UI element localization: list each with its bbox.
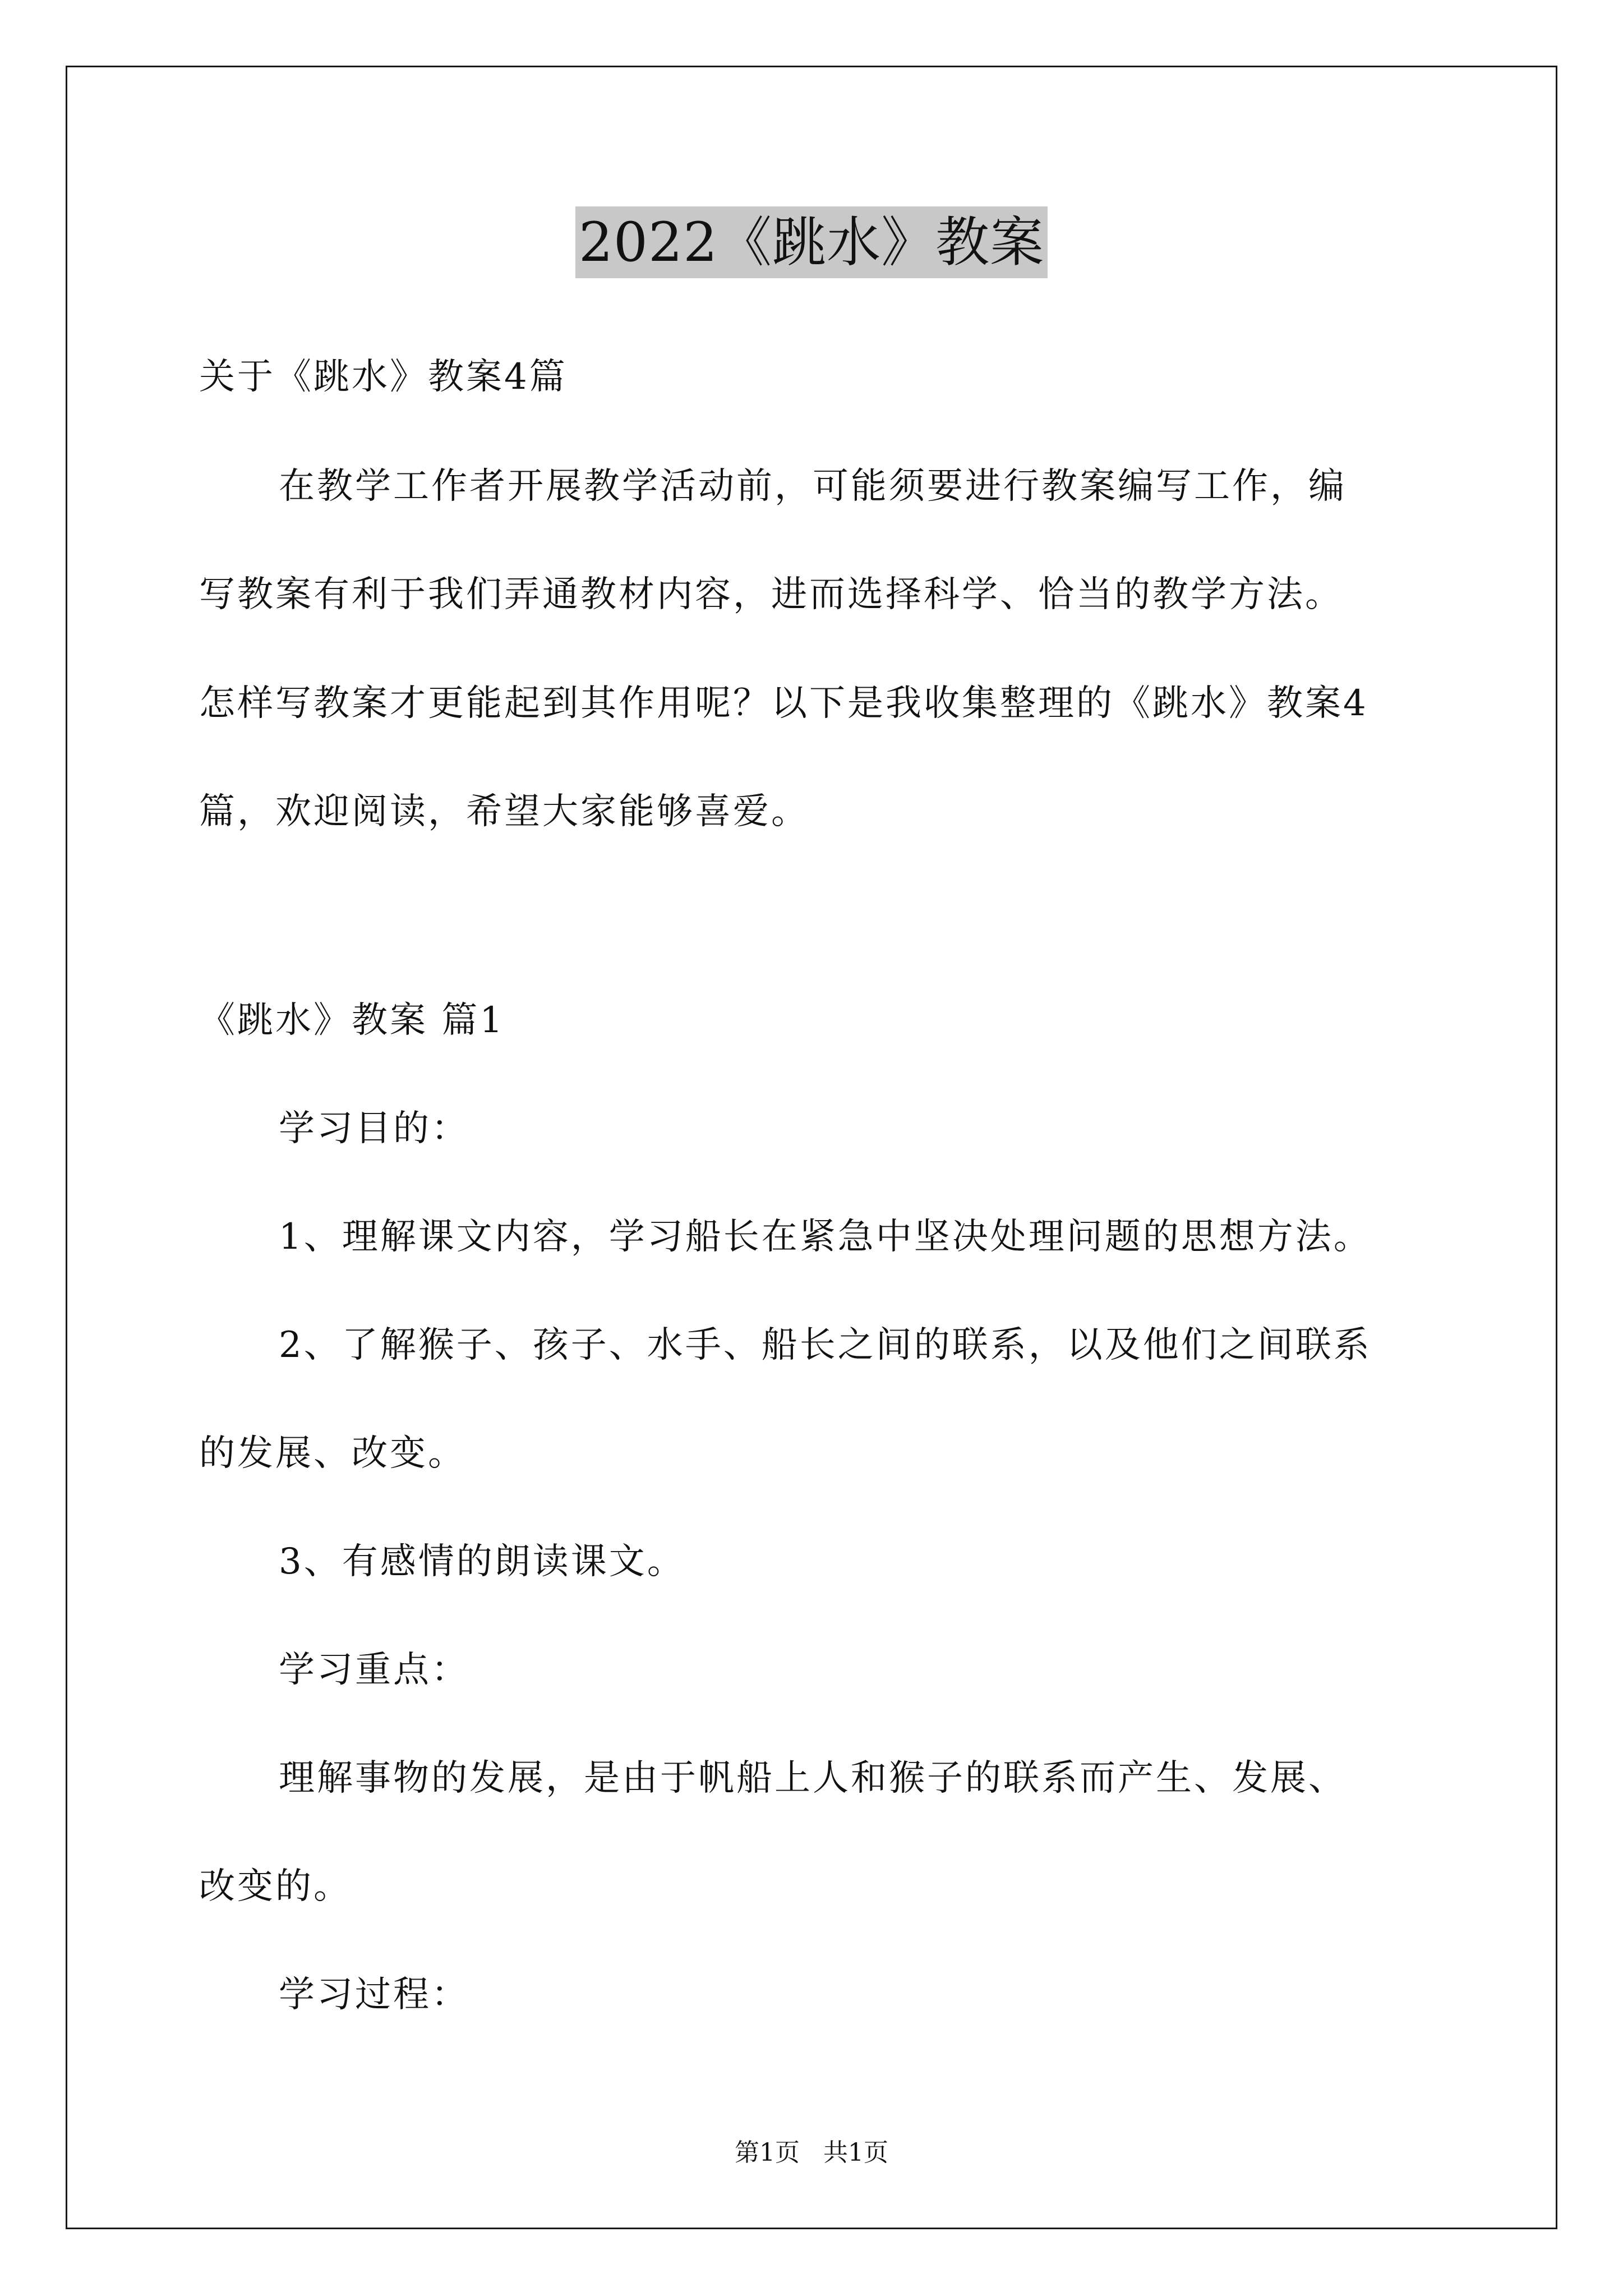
body-line: 学习过程：: [279, 1974, 469, 2016]
body-line: 的发展、改变。: [199, 1433, 466, 1474]
body-line: 3、有感情的朗读课文。: [279, 1541, 685, 1582]
title-container: [0, 206, 1623, 278]
body-line: 学习重点：: [279, 1649, 469, 1691]
subtitle: 关于《跳水》教案4篇: [199, 356, 568, 398]
section-heading: 《跳水》教案 篇1: [199, 1000, 505, 1041]
document-title: 2022《跳水》教案: [575, 206, 1048, 278]
body-line: 1、理解课文内容，学习船长在紧急中坚决处理问题的思想方法。: [279, 1216, 1372, 1258]
intro-line: 写教案有利于我们弄通教材内容，进而选择科学、恰当的教学方法。: [199, 574, 1343, 615]
body-line: 2、了解猴子、孩子、水手、船长之间的联系，以及他们之间联系: [279, 1324, 1372, 1366]
body-line: 学习目的：: [279, 1108, 469, 1149]
body-line: 理解事物的发展，是由于帆船上人和猴子的联系而产生、发展、: [279, 1757, 1347, 1799]
intro-line: 怎样写教案才更能起到其作用呢？以下是我收集整理的《跳水》教案4: [199, 683, 1368, 724]
intro-line: 篇，欢迎阅读，希望大家能够喜爱。: [199, 791, 809, 832]
page-footer: 第1页 共1页: [735, 2138, 888, 2167]
intro-line: 在教学工作者开展教学活动前，可能须要进行教案编写工作，编: [279, 466, 1347, 507]
body-line: 改变的。: [199, 1866, 352, 1907]
